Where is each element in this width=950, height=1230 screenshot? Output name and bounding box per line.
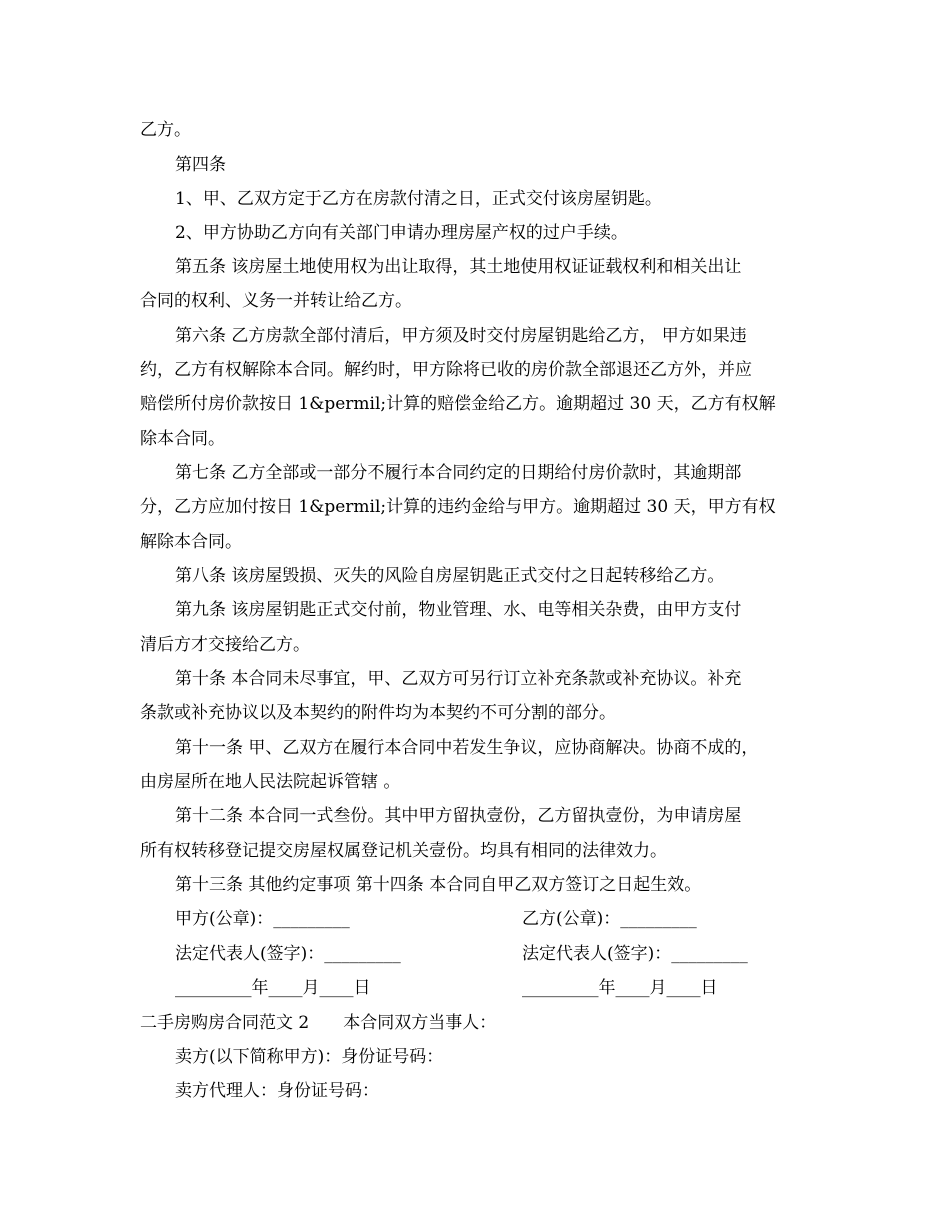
text-line: 合同的权利、义务一并转让给乙方。 — [140, 291, 412, 311]
party-b-seal-field: 乙方(公章)：_________ — [522, 909, 697, 929]
text-line: 第七条 乙方全部或一部分不履行本合同约定的日期给付房价款时，其逾期部 — [175, 463, 742, 483]
text-line: 2、甲方协助乙方向有关部门申请办理房屋产权的过户手续。 — [175, 223, 628, 243]
text-line: 清后方才交接给乙方。 — [140, 635, 310, 655]
text-line: 分，乙方应加付按日 1&permil;计算的违约金给与甲方。逾期超过 30 天，甲方有权 — [140, 497, 776, 517]
seller-agent-line: 卖方代理人：身份证号码： — [175, 1081, 379, 1101]
text-line: 第十三条 其他约定事项 第十四条 本合同自甲乙双方签订之日起生效。 — [175, 875, 702, 895]
text-line: 约，乙方有权解除本合同。解约时，甲方除将已收的房价款全部退还乙方外，并应 — [140, 360, 752, 380]
text-line: 赔偿所付房价款按日 1&permil;计算的赔偿金给乙方。逾期超过 30 天，乙方有权解 — [140, 394, 776, 414]
text-line: 乙方。 — [140, 120, 191, 140]
text-line: 第五条 该房屋土地使用权为出让取得，其土地使用权证证载权利和相关出让 — [175, 257, 742, 277]
text-line: 第九条 该房屋钥匙正式交付前，物业管理、水、电等相关杂费，由甲方支付 — [175, 600, 742, 620]
text-line: 解除本合同。 — [140, 532, 242, 552]
article-heading: 第四条 — [175, 155, 226, 175]
text-line: 条款或补充协议以及本契约的附件均为本契约不可分割的部分。 — [140, 703, 616, 723]
text-line: 由房屋所在地人民法院起诉管辖 。 — [140, 772, 401, 792]
text-line: 第八条 该房屋毁损、灭失的风险自房屋钥匙正式交付之日起转移给乙方。 — [175, 566, 725, 586]
party-b-representative-field: 法定代表人(签字)：_________ — [522, 944, 748, 964]
section-title: 二手房购房合同范文 2 本合同双方当事人： — [140, 1013, 497, 1033]
text-line: 第十一条 甲、乙双方在履行本合同中若发生争议，应协商解决。协商不成的， — [175, 738, 759, 758]
seller-line: 卖方(以下简称甲方)：身份证号码： — [175, 1047, 444, 1067]
text-line: 第十二条 本合同一式叁份。其中甲方留执壹份，乙方留执壹份，为申请房屋 — [175, 806, 742, 826]
party-a-representative-field: 法定代表人(签字)：_________ — [175, 944, 401, 964]
text-line: 除本合同。 — [140, 429, 225, 449]
party-b-date-field: _________年____月____日 — [522, 978, 718, 998]
text-line: 第六条 乙方房款全部付清后，甲方须及时交付房屋钥匙给乙方， 甲方如果违 — [175, 326, 747, 346]
text-line: 所有权转移登记提交房屋权属登记机关壹份。均具有相同的法律效力。 — [140, 841, 667, 861]
text-line: 第十条 本合同未尽事宜，甲、乙双方可另行订立补充条款或补充协议。补充 — [175, 669, 742, 689]
text-line: 1、甲、乙双方定于乙方在房款付清之日，正式交付该房屋钥匙。 — [175, 189, 662, 209]
party-a-seal-field: 甲方(公章)：_________ — [175, 909, 350, 929]
party-a-date-field: _________年____月____日 — [175, 978, 371, 998]
